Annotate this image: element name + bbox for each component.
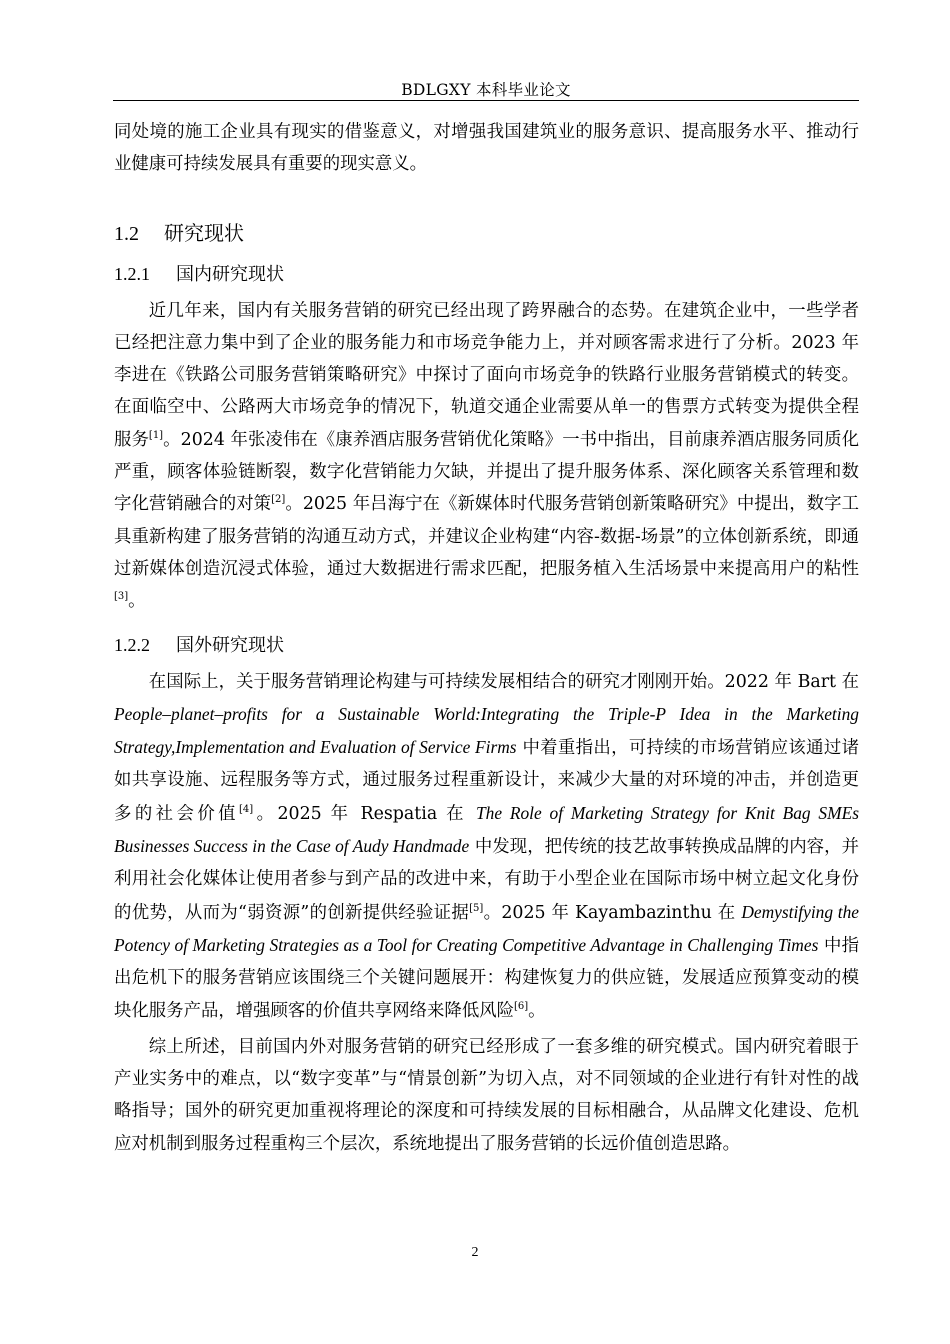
paragraph-text: 在国际上，关于服务营销理论构建与可持续发展相结合的研究才刚刚开始。2022 年 Bart 在 xyxy=(148,671,859,692)
section-1-2-heading xyxy=(114,218,859,249)
subsection-number: 1.2.2 xyxy=(114,634,150,655)
paragraph-text: 。2024 年张凌伟在《康养酒店服务营销优化策略》一书中指出，目前康养酒店服务同质化严重，顾客体验链断裂，数字化营销能力欠缺，并提出了提升服务体系、深化顾客关系管理和数字化营销融合的对策 xyxy=(114,429,859,515)
section-number: 1.2 xyxy=(114,222,139,245)
citation-ref: [6] xyxy=(514,1000,529,1012)
section-1-2-2-heading xyxy=(114,630,859,661)
summary-paragraph: 综上所述，目前国内外对服务营销的研究已经形成了一套多维的研究模式。国内研究着眼于产业实务中的难点，以“数字变革”与“情景创新”为切入点，对不同领域的企业进行有针对性的战略指导；国外的研究更加重视将理论的深度和可持续发展的目标相融合，从品牌文化建设、危机应对机制到服务过程重构三个层次，系统地提出了服务营销的长远价值创造思路。 xyxy=(114,1036,859,1154)
foreign-research-paragraph xyxy=(114,666,859,1027)
section-title: 研究现状 xyxy=(164,220,244,245)
header-rule xyxy=(113,100,859,101)
paragraph-text: 中指出危机下的服务营销应该围绕三个关键问题展开：构建恢复力的供应链，发展适应预算变动的模块化服务产品，增强顾客的价值共享网络来降低风险 xyxy=(114,935,860,1021)
subsection-title: 国外研究现状 xyxy=(176,634,284,656)
cited-work-title: People–planet–profits for a Sustainable World:Integrating the Triple-P Idea in the Marketing Strategy,Implementation and Evaluation of Service Firms xyxy=(114,703,859,758)
citation-ref: [5] xyxy=(469,902,484,914)
paragraph-text: 。2025 年 Respatia 在 xyxy=(253,803,476,824)
citation-ref: [1] xyxy=(148,429,164,441)
subsection-title: 国内研究现状 xyxy=(176,263,284,285)
cited-work-title: Demystifying the Potency of Marketing Strategies as a Tool for Creating Competitive Advantage in Challenging Times xyxy=(114,901,859,955)
cited-work-title: The Role of Marketing Strategy for Knit Bag SMEs Businesses Success in the Case of Audy Handmade xyxy=(114,802,859,857)
paragraph-text: 中着重指出，可持续的市场营销应该通过诸如共享设施、远程服务等方式，通过服务过程重新设计，来减少大量的对环境的冲击，并创造更多的社会价值 xyxy=(114,738,859,824)
paragraph-text: 。 xyxy=(128,591,146,612)
paragraph-text: 。 xyxy=(528,1000,546,1021)
citation-ref: [3] xyxy=(114,591,129,603)
paragraph-text: 中发现，把传统的技艺故事转换成品牌的内容，并利用社会化媒体让使用者参与到产品的改进中来，有助于小型企业在国际市场中树立起文化身份的优势，从而为“弱资源”的创新提供经验证据 xyxy=(114,837,860,923)
subsection-number: 1.2.1 xyxy=(114,263,150,284)
page-body xyxy=(114,116,859,1160)
paragraph-text: 。2025 年 Kayambazinthu 在 xyxy=(483,902,742,923)
paragraph-text: 。2025 年吕海宁在《新媒体时代服务营销创新策略研究》中提出，数字工具重新构建了服务营销的沟通互动方式，并建议企业构建“内容-数据-场景”的立体创新系统，即通过新媒体创造沉浸式体验，通过大数据进行需求匹配，把服务植入生活场景中来提高用户的粘性 xyxy=(114,494,859,579)
section-1-2-1-heading xyxy=(114,259,859,290)
paragraph-text: 近几年来，国内有关服务营销的研究已经出现了跨界融合的态势。在建筑企业中，一些学者已经把注意力集中到了企业的服务能力和市场竞争能力上，并对顾客需求进行了分析。2023 年李进在《铁路公司服务营销策略研究》中探讨了面向市场竞争的铁路行业服务营销模式的转变。在面临空中、公路两大市场竞争的情况下，轨道交通企业需要从单一的售票方式转变为提供全程服务 xyxy=(114,300,859,450)
citation-ref: [4] xyxy=(239,803,254,815)
domestic-research-paragraph xyxy=(114,295,859,618)
page-number: 2 xyxy=(471,1245,479,1260)
page-header: BDLGXY 本科毕业论文 xyxy=(401,81,571,99)
citation-ref: [2] xyxy=(271,494,286,506)
intro-continuation-paragraph: 同处境的施工企业具有现实的借鉴意义，对增强我国建筑业的服务意识、提高服务水平、推动行业健康可持续发展具有重要的现实意义。 xyxy=(114,122,859,175)
